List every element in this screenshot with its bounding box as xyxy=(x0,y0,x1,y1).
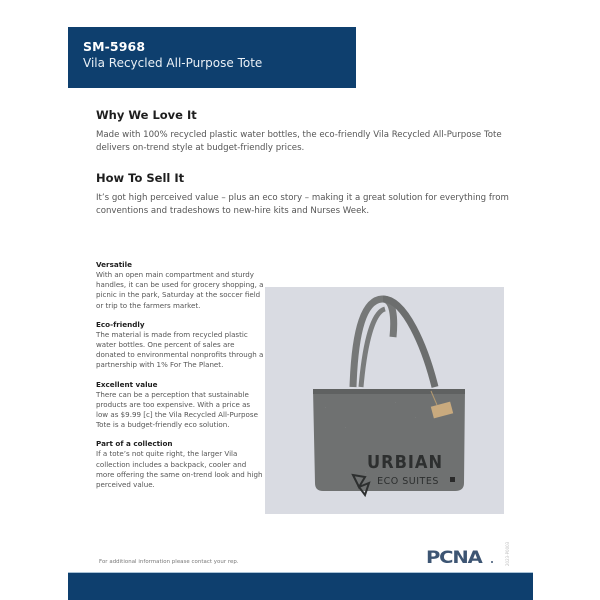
section-body: Made with 100% recycled plastic water bottles, the eco-friendly Vila Recycled All-Purpose Tote delivers on-trend style at budget-friendly prices. xyxy=(96,130,502,153)
document-code: 2023-P0003 xyxy=(505,541,510,566)
feature-body: The material is made from recycled plastic water bottles. One percent of sales are donated to environmental nonprofits through a partnership with 1% For The Planet. xyxy=(96,329,264,370)
how-to-sell-it-section xyxy=(96,171,516,218)
feature-part-of-collection xyxy=(96,439,264,490)
section-body: It’s got high perceived value – plus an eco story – making it a great solution for everything from conventions and tradeshows to new-hire kits and Nurses Week. xyxy=(96,193,509,216)
product-image xyxy=(265,287,504,514)
feature-eco-friendly xyxy=(96,320,264,371)
label-patch xyxy=(450,477,455,482)
feature-body: With an open main compartment and sturdy handles, it can be used for grocery shopping, a picnic in the park, Saturday at the soccer field or trip to the farmers market. xyxy=(96,270,264,310)
feature-versatile xyxy=(96,260,264,311)
pcna-logo: PCNA xyxy=(426,548,482,568)
feature-body: If a tote’s not quite right, the larger Vila collection includes a backpack, cooler and more offering the same on-trend look and high perceived value. xyxy=(96,449,263,490)
product-sku: SM-5968 xyxy=(83,39,146,54)
feature-title: Part of a collection xyxy=(96,439,173,449)
imprint-text-eco-suites: ECO SUITES xyxy=(377,476,439,487)
header-banner xyxy=(68,27,356,88)
feature-body: There can be a perception that sustainable products are too expensive. With a price as low as $9.99 [c] the Vila Recycled All-Purpose Tote is a budget-friendly eco solution. xyxy=(96,389,258,430)
footer-note: For additional information please contact your rep. xyxy=(99,559,239,565)
imprint-text-urbian: URBIAN xyxy=(366,452,444,473)
section-heading: How To Sell It xyxy=(96,171,185,185)
tote-bag-illustration xyxy=(265,287,504,514)
footer-bar xyxy=(68,572,533,600)
feature-title: Excellent value xyxy=(96,379,158,389)
why-we-love-it-section xyxy=(96,108,516,155)
feature-list xyxy=(96,260,264,499)
feature-title: Versatile xyxy=(96,260,132,269)
section-heading: Why We Love It xyxy=(96,108,197,122)
feature-excellent-value xyxy=(96,380,264,431)
product-title: Vila Recycled All-Purpose Tote xyxy=(83,56,263,70)
logo-trademark-dot xyxy=(491,561,493,563)
feature-title: Eco-friendly xyxy=(96,319,145,329)
